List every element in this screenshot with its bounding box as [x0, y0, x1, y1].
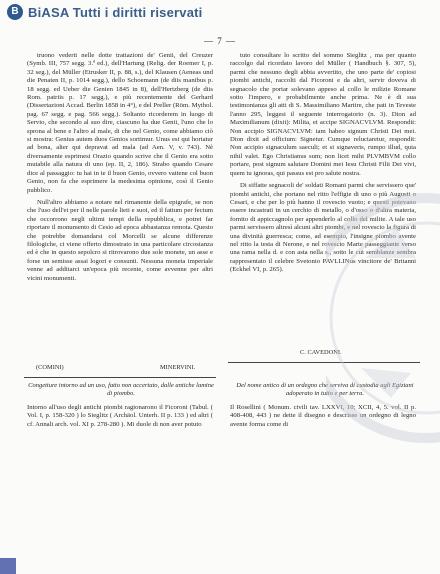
corner-stamp-icon: [0, 558, 16, 574]
signature-left-a: (COMINI): [36, 364, 64, 371]
page-number: — 7 —: [204, 36, 236, 46]
section-heading-left: Congetture intorno ad un uso, fatto non accertato, dalle antiche lamine di piombo.: [28, 382, 214, 397]
left-paragraph-1: truono vederti nelle dotte trattazioni de' Genii, del Creuzer (Symb. III, 757 segg. 3.ª ed.), dell'Hartung (Relig. der Roemer I, p. 32 seg.), del Müller (Etrusker II, p. 88, s.), del Klausen (Aeneas und die Penaten II, p. 1014 segg.), dello Schoemann (de diis manibus p. 18 segg. ed Ueber die Genien 1845 in 8), dell'Hertzberg (de diis Rom. patriis p. 17 segg.), e più recentemente del Gerhard (Dissertazioni Accad. Berlin 1858 in 4°), e del Preller (Röm. Mythol. pag. 67 segg. e pag. 566 segg.). Soltanto ricorderem in luogo di Servio, che secondo al suo dire, ciascuno ha due Genii, l'uno che lo sprona al bene e l'altro al male, di che nel Genio, come abbiamo ciò si mostra: Genius autem duos Genios sortimur. Unus est qui hortatur ad bona, alter qui depravat ad mala (ad Aen. V, v. 743). Nè diversamente esprimesi Orazio quando scrive che il Genio era sotto mutabile alla natura di uno (ep. II, 2, 186). Strabo quando Cesare dice al passaggio: tu hai in te il buon Genio, ovvero vattene col buon Genio, non fa che esprimere la medesima opinione, così il Genio pubblico.: [27, 52, 213, 194]
lower-left-paragraph: Intorno all'uso degli antichi piombi ragionarono il Ficoroni (Tabul. ( Vol. I, p. 158-320 ) lo Sieglitz ( Archäol. Unterh. II p. 133 ) ed altri ( cf. Annali arch. vol. XI p. 278-280 ). Mi duole di non aver potuto: [27, 404, 213, 428]
watermark-banner: [0, 0, 440, 26]
lower-right-paragraph: Il Rosellini ( Monum. civili tav. LXXVI, 10; XCII, 4, 5. vol. II p. 408-408, 443 ) ne dette il disegno e descrisse un ordegno di legno avente forma come di: [230, 404, 416, 428]
left-column: [27, 52, 213, 283]
right-paragraph-2: Di siffatte segnacoli de' soldati Romani parmi che servissero que' piombi antichi, che portano nel ritto l'effigie di uno o più Augusti o Cesari, e che per lo più hanno il rovescio vuoto; e questi potevano essere incastrati in un cerchio di metallo, o d'osso o d'altra materia, fornito di appiccagnolo per appenderlo al collo del milite. A tale uso parmi servissero altresì alcuni altri piombi, e nel rovescio la figura di una divinità guerresca; come, ad esempio, l'insigne piombo avente nel ritto la testa di Nerone, e nel rovescio Marte passeggiante verso una rama nella d. e con asta nella s., sotto le cui semblanze sembra rappresentato il celebre Svetonio PAVLLINus vincitore de' Britanni (Eckhel VI, p. 265).: [230, 182, 416, 274]
left-paragraph-2: Null'altro abbiamo a notare nel rimanente della epigrafe, se non che l'uso dell'et per il nelle parole lieti e suoi, ed il fattum per fectum che occorrono negli ultimi tempi della repubblica, e potrei far riportare il monumento di Cesio ad epoca abbastanza remota. Questo che potrebbe domandarsi col Morcelli se alcune differenze filologiche, ci viene offerto dimostrato in una particolare circostanza ed è che in questo sepolcro si ritrovarono due sole monete, un asse e forse un semisse assai logori e consunti. Nessuna moneta imperiale venne ad additarci un'epoca più recente, come avvenne per altri vicini monumenti.: [27, 198, 213, 282]
signature-left-b: MINERVINI.: [160, 364, 196, 371]
section-divider-left: [24, 377, 216, 378]
signature-right: C. CAVEDONI.: [300, 349, 342, 356]
right-paragraph-1: tuto consultare lo scritto del sommo Sieglitz , ma per quanto raccolgo dal ricordato lavoro del Müller ( Handbuch §. 307, 5), parmi che nessuno degli abbia avvertito, che uno parte de' copiosi piombi antichi, raccolti dal Ficoroni e da altri, servir doveva di segnacolo che portar solevano appeso al collo le milizie Romane sotto l'impero, e probabilmente anche prima. Ne è di sua testimonianza gli atti di S. Massimiliano Martire, che pati in Teveste l'anno 295, leggesi il seguente interrogatorio (n. 3). Dion ad Maximilianum (dixit): Milita, et accipe SIGNACVLVM. Respondit: Non accipio SIGNACVLVM: iam habeo signum Christi Dei mei. Dion dixit ad officium: Signetur. Cumque reluctaretur, respondit: Non accipio signaculum saeculi; et si signaveris, rumpo illud, quia nihil valet. Ego Christianus sum; non licet mihi PLVMBVM collo portare, post signum salutare Domini mei Iesu Christi Filii Dei vivi, quem tu ignoras, qui passus est pro salute nostra.: [230, 52, 416, 177]
biasa-logo-icon: B: [7, 4, 23, 20]
watermark-text: BiASA Tutti i diritti riservati: [28, 5, 203, 20]
section-heading-right: Del nome antico di un ordegno che serviva di custodia agli Egiziani adoperato in tutto e per terra.: [236, 382, 414, 397]
library-seal-watermark-icon: [326, 168, 440, 468]
